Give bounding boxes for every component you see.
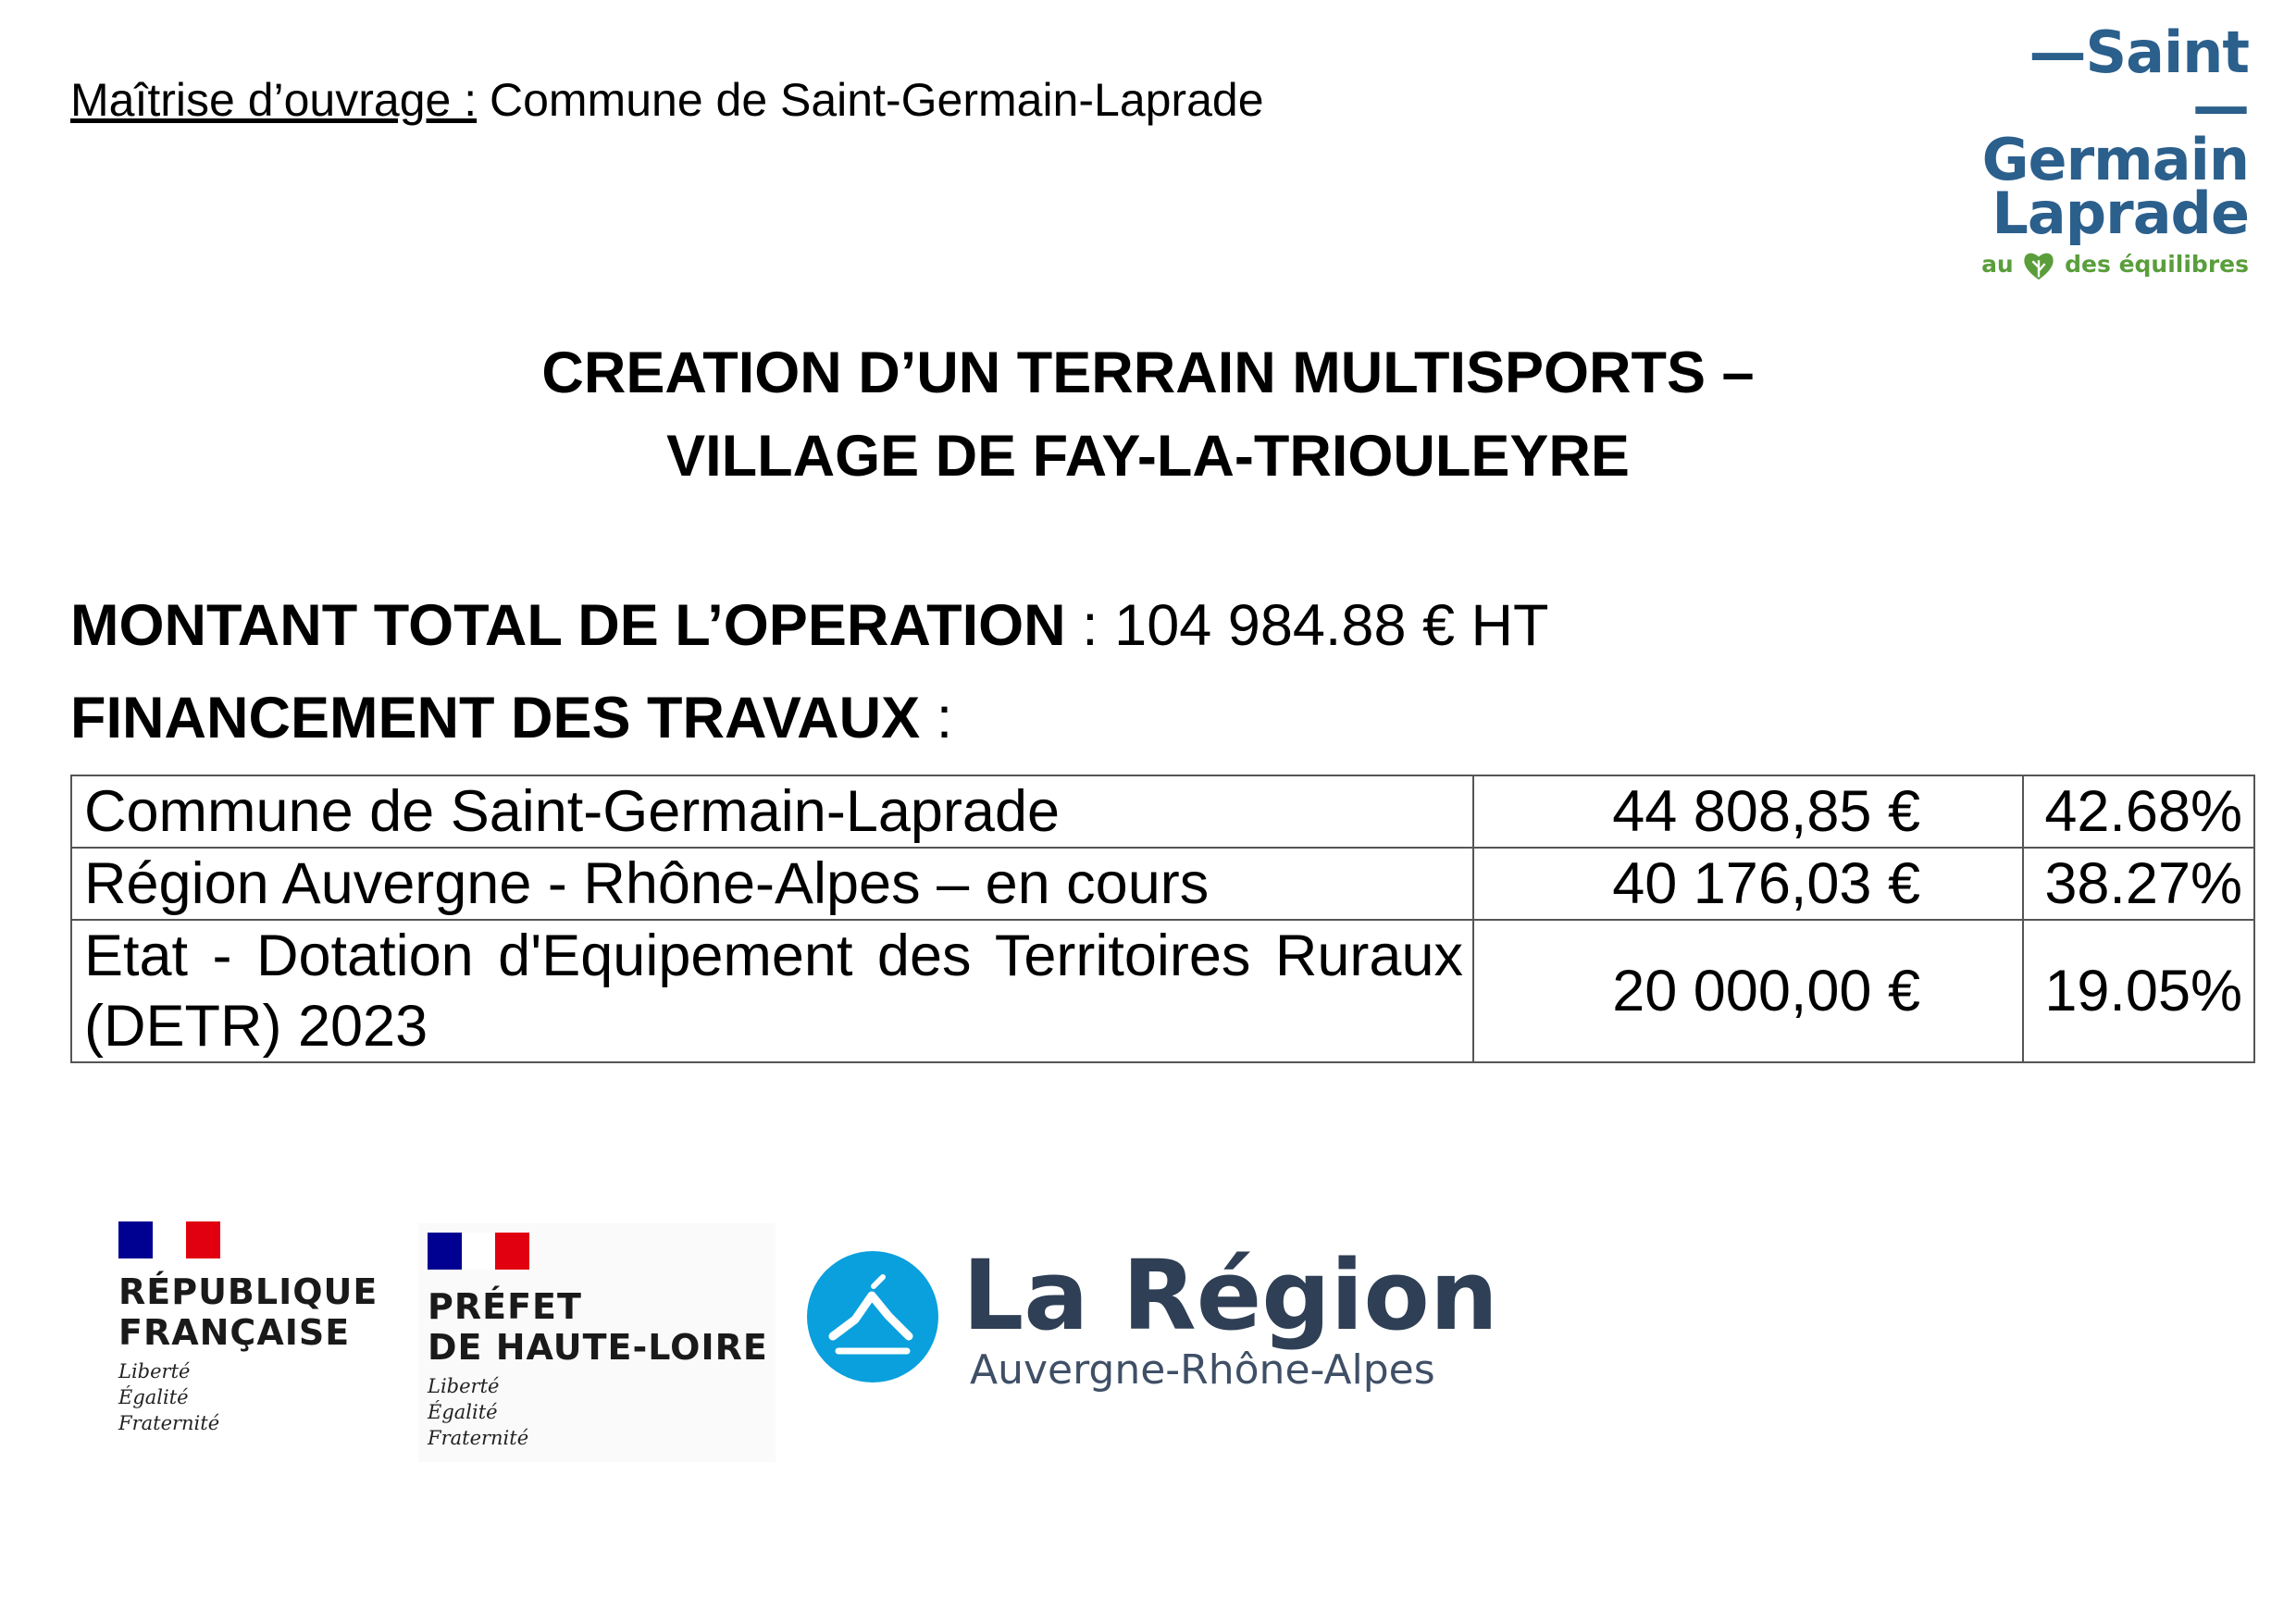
montant-total — [70, 589, 1549, 663]
region-name: La Région — [962, 1239, 1498, 1352]
table-row — [71, 848, 2254, 920]
republique-francaise-logo — [118, 1221, 379, 1453]
funding-source: Région Auvergne - Rhône-Alpes – en cours — [71, 848, 1473, 920]
funding-percent: 38.27% — [2023, 848, 2254, 920]
financement-heading — [70, 681, 952, 755]
funding-amount: 20 000,00 € — [1473, 920, 2023, 1062]
title-line-1: CREATION D’UN TERRAIN MULTISPORTS – — [541, 341, 1755, 405]
region-circle — [807, 1251, 938, 1382]
funding-amount: 40 176,03 € — [1473, 848, 2023, 920]
rf-line-2: FRANÇAISE — [118, 1312, 351, 1353]
funding-amount: 44 808,85 € — [1473, 775, 2023, 848]
saint-germain-laprade-logo — [1980, 19, 2249, 278]
maitrise-value: Commune de Saint-Germain-Laprade — [477, 74, 1264, 126]
title-line-2: VILLAGE DE FAY-LA-TRIOULEYRE — [666, 424, 1630, 489]
funding-source: Commune de Saint-Germain-Laprade — [71, 775, 1473, 848]
devise-liberte: Liberté — [118, 1360, 191, 1382]
montant-label: MONTANT TOTAL DE L’OPERATION — [70, 593, 1066, 658]
region-subtitle: Auvergne-Rhône-Alpes — [970, 1346, 1435, 1394]
maitrise-label: Maîtrise d’ouvrage : — [70, 74, 478, 126]
montant-value: 104 984.88 € HT — [1114, 593, 1549, 658]
tagline-before: au — [1981, 251, 2022, 278]
maitrise-ouvrage — [70, 72, 1264, 128]
financement-separator: : — [920, 686, 953, 750]
financement-label: FINANCEMENT DES TRAVAUX — [70, 686, 921, 750]
funding-source: Etat - Dotation d'Equipement des Territoires Ruraux (DETR) 2023 — [71, 920, 1473, 1062]
logo-tagline — [1980, 248, 2249, 283]
logo-line-2: Germain — [1981, 126, 2249, 193]
prefet-haute-loire-logo — [418, 1223, 776, 1462]
devise-liberte: Liberté — [428, 1375, 500, 1397]
funding-percent: 42.68% — [2023, 775, 2254, 848]
mountain-icon — [807, 1251, 938, 1382]
leaf-heart-icon — [2021, 248, 2056, 283]
devise-fraternite: Fraternité — [428, 1427, 529, 1449]
prefet-line-2: DE HAUTE-LOIRE — [428, 1327, 768, 1368]
funding-table — [70, 775, 2255, 1063]
region-auvergne-rhone-alpes-logo — [807, 1239, 1498, 1407]
rf-line-1: RÉPUBLIQUE — [118, 1271, 379, 1312]
logo-line-1: —Saint— — [2029, 19, 2249, 140]
prefet-line-1: PRÉFET — [428, 1286, 582, 1327]
devise-fraternite: Fraternité — [118, 1412, 220, 1434]
tagline-after: des équilibres — [2056, 251, 2249, 278]
french-flag-icon — [118, 1221, 220, 1258]
montant-separator: : — [1065, 593, 1115, 658]
french-flag-icon — [428, 1233, 529, 1270]
table-row — [71, 920, 2254, 1062]
devise-egalite: Égalité — [118, 1386, 189, 1408]
funding-percent: 19.05% — [2023, 920, 2254, 1062]
logo-line-3: Laprade — [1992, 180, 2249, 247]
document-title — [0, 331, 2296, 498]
devise-egalite: Égalité — [428, 1401, 498, 1423]
table-row — [71, 775, 2254, 848]
